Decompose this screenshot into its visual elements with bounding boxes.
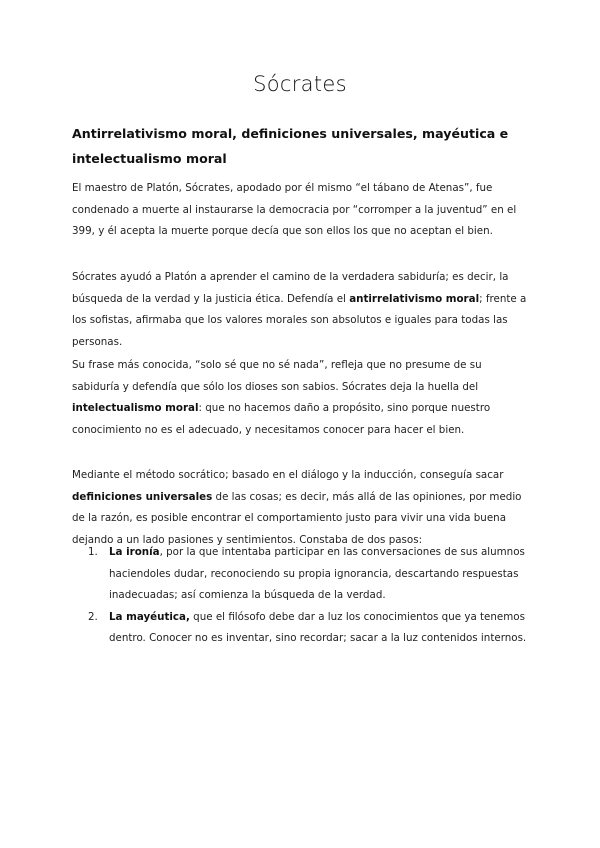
term-ironia: La ironía	[109, 546, 160, 558]
list-item-ironia	[72, 542, 528, 607]
paragraph-text: Sócrates ayudó a Platón a aprender el camino de la verdadera sabiduría; es decir, la búsqueda de la verdad y la justicia ética. Defendía el	[72, 271, 509, 305]
paragraph-intelectualismo	[72, 355, 528, 441]
section-heading: Antirrelativismo moral, definiciones universales, mayéutica e intelectualismo moral	[72, 126, 509, 166]
paragraph-text: : que no hacemos daño a propósito, sino porque nuestro conocimiento no es el adecuado, y necesitamos conocer para hacer el bien.	[72, 402, 491, 436]
page-title: Sócrates	[253, 72, 347, 96]
term-mayeutica: La mayéutica,	[109, 610, 190, 623]
list-item-mayeutica	[72, 607, 528, 650]
steps-list	[72, 542, 528, 650]
paragraph-antirrelativismo	[72, 267, 528, 353]
list-number: 1.	[88, 546, 98, 558]
term-antirrelativismo: antirrelativismo moral	[349, 292, 480, 305]
paragraph-text: Mediante el método socrático; basado en el diálogo y la inducción, conseguía sacar	[72, 469, 504, 482]
list-item-text: , por la que intentaba participar en las conversaciones de sus alumnos haciendoles dudar, reconociendo su propia ignorancia, descartando respuestas inadecuadas; así comienza la búsqueda de la verdad.	[109, 546, 525, 601]
paragraph-condemnation: El maestro de Platón, Sócrates, apodado por él mismo “el tábano de Atenas”, fue condenado a muerte al instaurarse la democracia por “corromper a la juventud” en el 399, y él acepta la muerte porque decía que son ellos los que no aceptan el bien.	[72, 182, 517, 238]
paragraph-metodo-socratico	[72, 465, 528, 551]
paragraph-text: Su frase más conocida, “solo sé que no sé nada”, refleja que no presume de su sabiduría y defendía que sólo los dioses son sabios. Sócrates deja la huella del	[72, 359, 482, 393]
term-intelectualismo: intelectualismo moral	[72, 402, 199, 415]
list-number: 2.	[88, 610, 98, 623]
paragraph-text: ; frente a los sofistas, afirmaba que los valores morales son absolutos e iguales para todas las personas.	[72, 292, 527, 348]
list-item-text: que el filósofo debe dar a luz los conocimientos que ya tenemos dentro. Conocer no es inventar, sino recordar; sacar a la luz contenidos internos.	[109, 610, 527, 644]
paragraph-text: de las cosas; es decir, más allá de las opiniones, por medio de la razón, es posible encontrar el comportamiento justo para vivir una vida buena dejando a un lado pasiones y sentimientos. Constaba de dos pasos:	[72, 490, 522, 546]
term-definiciones-universales: definiciones universales	[72, 490, 213, 503]
